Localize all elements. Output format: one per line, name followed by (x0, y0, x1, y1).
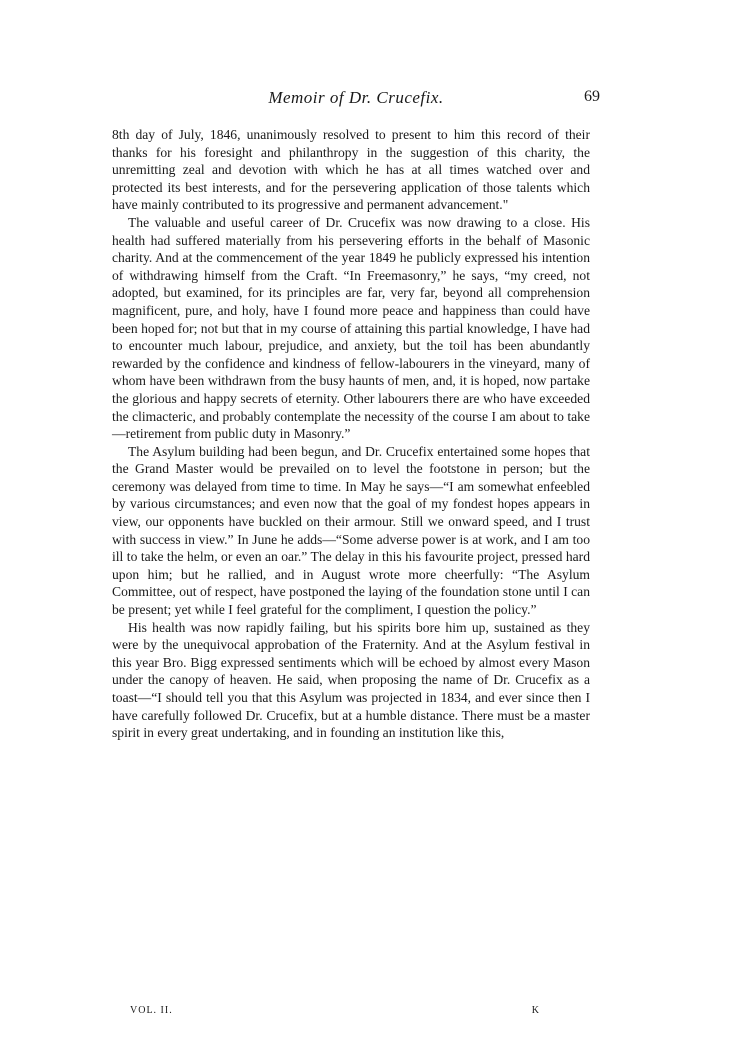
page-number: 69 (584, 88, 600, 105)
paragraph: The Asylum building had been begun, and Dr. Crucefix entertained some hopes that the Grand Master would be prevailed on to level the footstone in person; but the ceremony was delayed from time to time. In May he says—“I am somewhat enfeebled by various circumstances; and even now that the goal of my fondest hopes appears in view, our opponents have buckled on their armour. Still we onward speed, and I trust with success in view.” In June he adds—“Some adverse power is at work, and I am too ill to take the helm, or even an oar.” The delay in this his favourite project, pressed hard upon him; but he rallied, and in August wrote more cheerfully: “The Asylum Committee, out of respect, have postponed the laying of the foundation stone until I can be present; yet while I feel grateful for the compliment, I question the policy.” (112, 443, 590, 618)
running-title: Memoir of Dr. Crucefix. (268, 88, 444, 107)
paragraph: His health was now rapidly failing, but his spirits bore him up, sustained as they were by the unequivocal approbation of the Fraternity. And at the Asylum festival in this year Bro. Bigg expressed sentiments which will be echoed by almost every Mason under the canopy of heaven. He said, when proposing the name of Dr. Crucefix as a toast—“I should tell you that this Asylum was projected in 1834, and ever since then I have carefully followed Dr. Crucefix, but at a humble distance. There must be a master spirit in every great undertaking, and in founding an institution like this, (112, 619, 590, 741)
volume-signature: VOL. II. (130, 1005, 173, 1016)
paragraph-continuation: 8th day of July, 1846, unanimously resolved to present to him this record of their thanks for his foresight and philanthropy in the suggestion of this charity, the unremitting zeal and devotion with which he has at all times watched over and protected its best interests, and for the persevering application of those talents which have mainly contributed to its progressive and permanent advancement." (112, 127, 590, 213)
running-head (112, 88, 600, 112)
sheet-signature: K (531, 1005, 540, 1016)
paragraph: The valuable and useful career of Dr. Crucefix was now drawing to a close. His health had suffered materially from his persevering efforts in the behalf of Masonic charity. And at the commencement of the year 1849 he publicly expressed his intention of withdrawing himself from the Craft. “In Freemasonry,” he says, “my creed, not adopted, but examined, for its principles are far, very far, beyond all comprehension magnificent, pure, and holy, have I found more peace and happiness than could have been hoped for; not but that in my course of attaining this partial knowledge, I have had to encounter much labour, prejudice, and anxiety, but the toil has been abundantly rewarded by the confidence and kindness of fellow-labourers in the vineyard, many of whom have been withdrawn from the busy haunts of men, and, it is hoped, now partake the glorious and happy secrets of eternity. Other labourers there are who have exceeded the climacteric, and probably contemplate the necessity of the course I am about to take—retirement from public duty in Masonry.” (112, 214, 590, 442)
body-text (112, 126, 590, 742)
page-footer (130, 1005, 540, 1021)
